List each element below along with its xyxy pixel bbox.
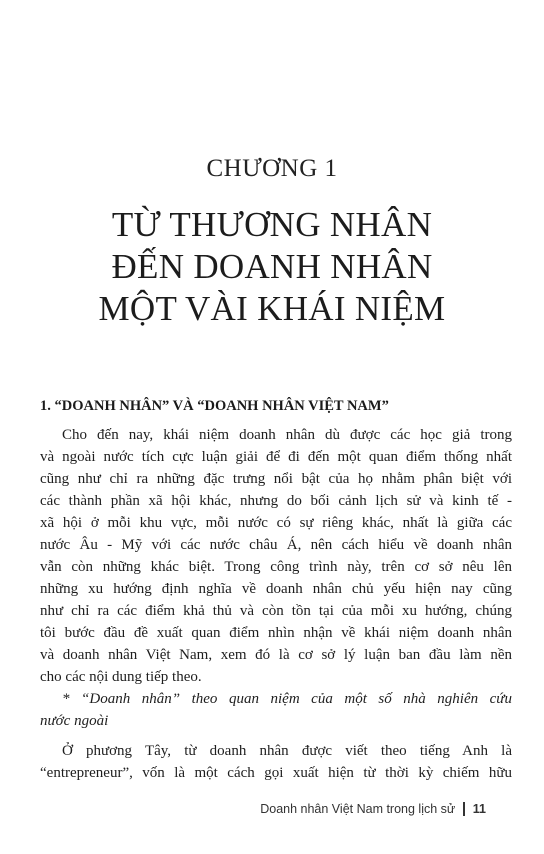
text-line: và ngoài nước tích cực luận giải để đi đến một quan điểm thống nhất [40,449,512,465]
footer-book-title: Doanh nhân Việt Nam trong lịch sử [260,802,456,816]
text-line: cũng như chỉ ra những đặc trưng nổi bật của họ nhằm phân biệt với [40,471,512,487]
chapter-title-line: ĐẾN DOANH NHÂN [111,247,433,286]
paragraph-subheading [40,688,512,732]
paragraph-intro [40,424,512,688]
text-line: nước ngoài [40,713,109,729]
page-footer [260,802,486,816]
text-line: * “Doanh nhân” theo quan niệm của một số nhà nghiên cứu [62,691,512,707]
text-line: nước Âu - Mỹ với các nước châu Á, nên cách hiểu về doanh nhân [40,537,512,553]
chapter-label: CHƯƠNG 1 [206,155,338,182]
text-line: xã hội ở mỗi khu vực, mỗi nước có sự riêng khác, nhất là giữa các [40,515,512,531]
footer-separator [463,802,465,816]
text-line: Ở phương Tây, từ doanh nhân được viết theo tiếng Anh là [62,743,512,759]
chapter-title [0,204,544,330]
text-line: cho các nội dung tiếp theo. [40,669,202,685]
text-line: những xu hướng định nghĩa về doanh nhân chủ yếu hiện nay cũng [40,581,512,597]
text-line: các thành phần xã hội khác, nhưng do bối cảnh lịch sử và kinh tế - [40,493,512,509]
text-line: Cho đến nay, khái niệm doanh nhân dù được các học giả trong [62,427,512,443]
chapter-title-line: TỪ THƯƠNG NHÂN [111,205,433,244]
paragraph-west [40,740,512,784]
text-line: và doanh nhân Việt Nam, xem đó là cơ sở lý luận ban đầu làm nền [40,647,512,663]
page-number: 11 [472,802,486,816]
text-line: “entrepreneur”, vốn là một cách gọi xuất hiện từ thời kỳ chiếm hữu [40,765,512,781]
section-heading: 1. “DOANH NHÂN” VÀ “DOANH NHÂN VIỆT NAM” [40,398,389,414]
text-line: tôi bước đầu đề xuất quan điểm nhìn nhận về khái niệm doanh nhân [40,625,512,641]
chapter-title-line: MỘT VÀI KHÁI NIỆM [98,289,446,328]
text-line: như chỉ ra các điểm khả thủ và còn tồn tại của mỗi xu hướng, chúng [40,603,512,619]
text-line: vẫn còn những khác biệt. Trong công trình này, trên cơ sở nêu lên [40,559,512,575]
